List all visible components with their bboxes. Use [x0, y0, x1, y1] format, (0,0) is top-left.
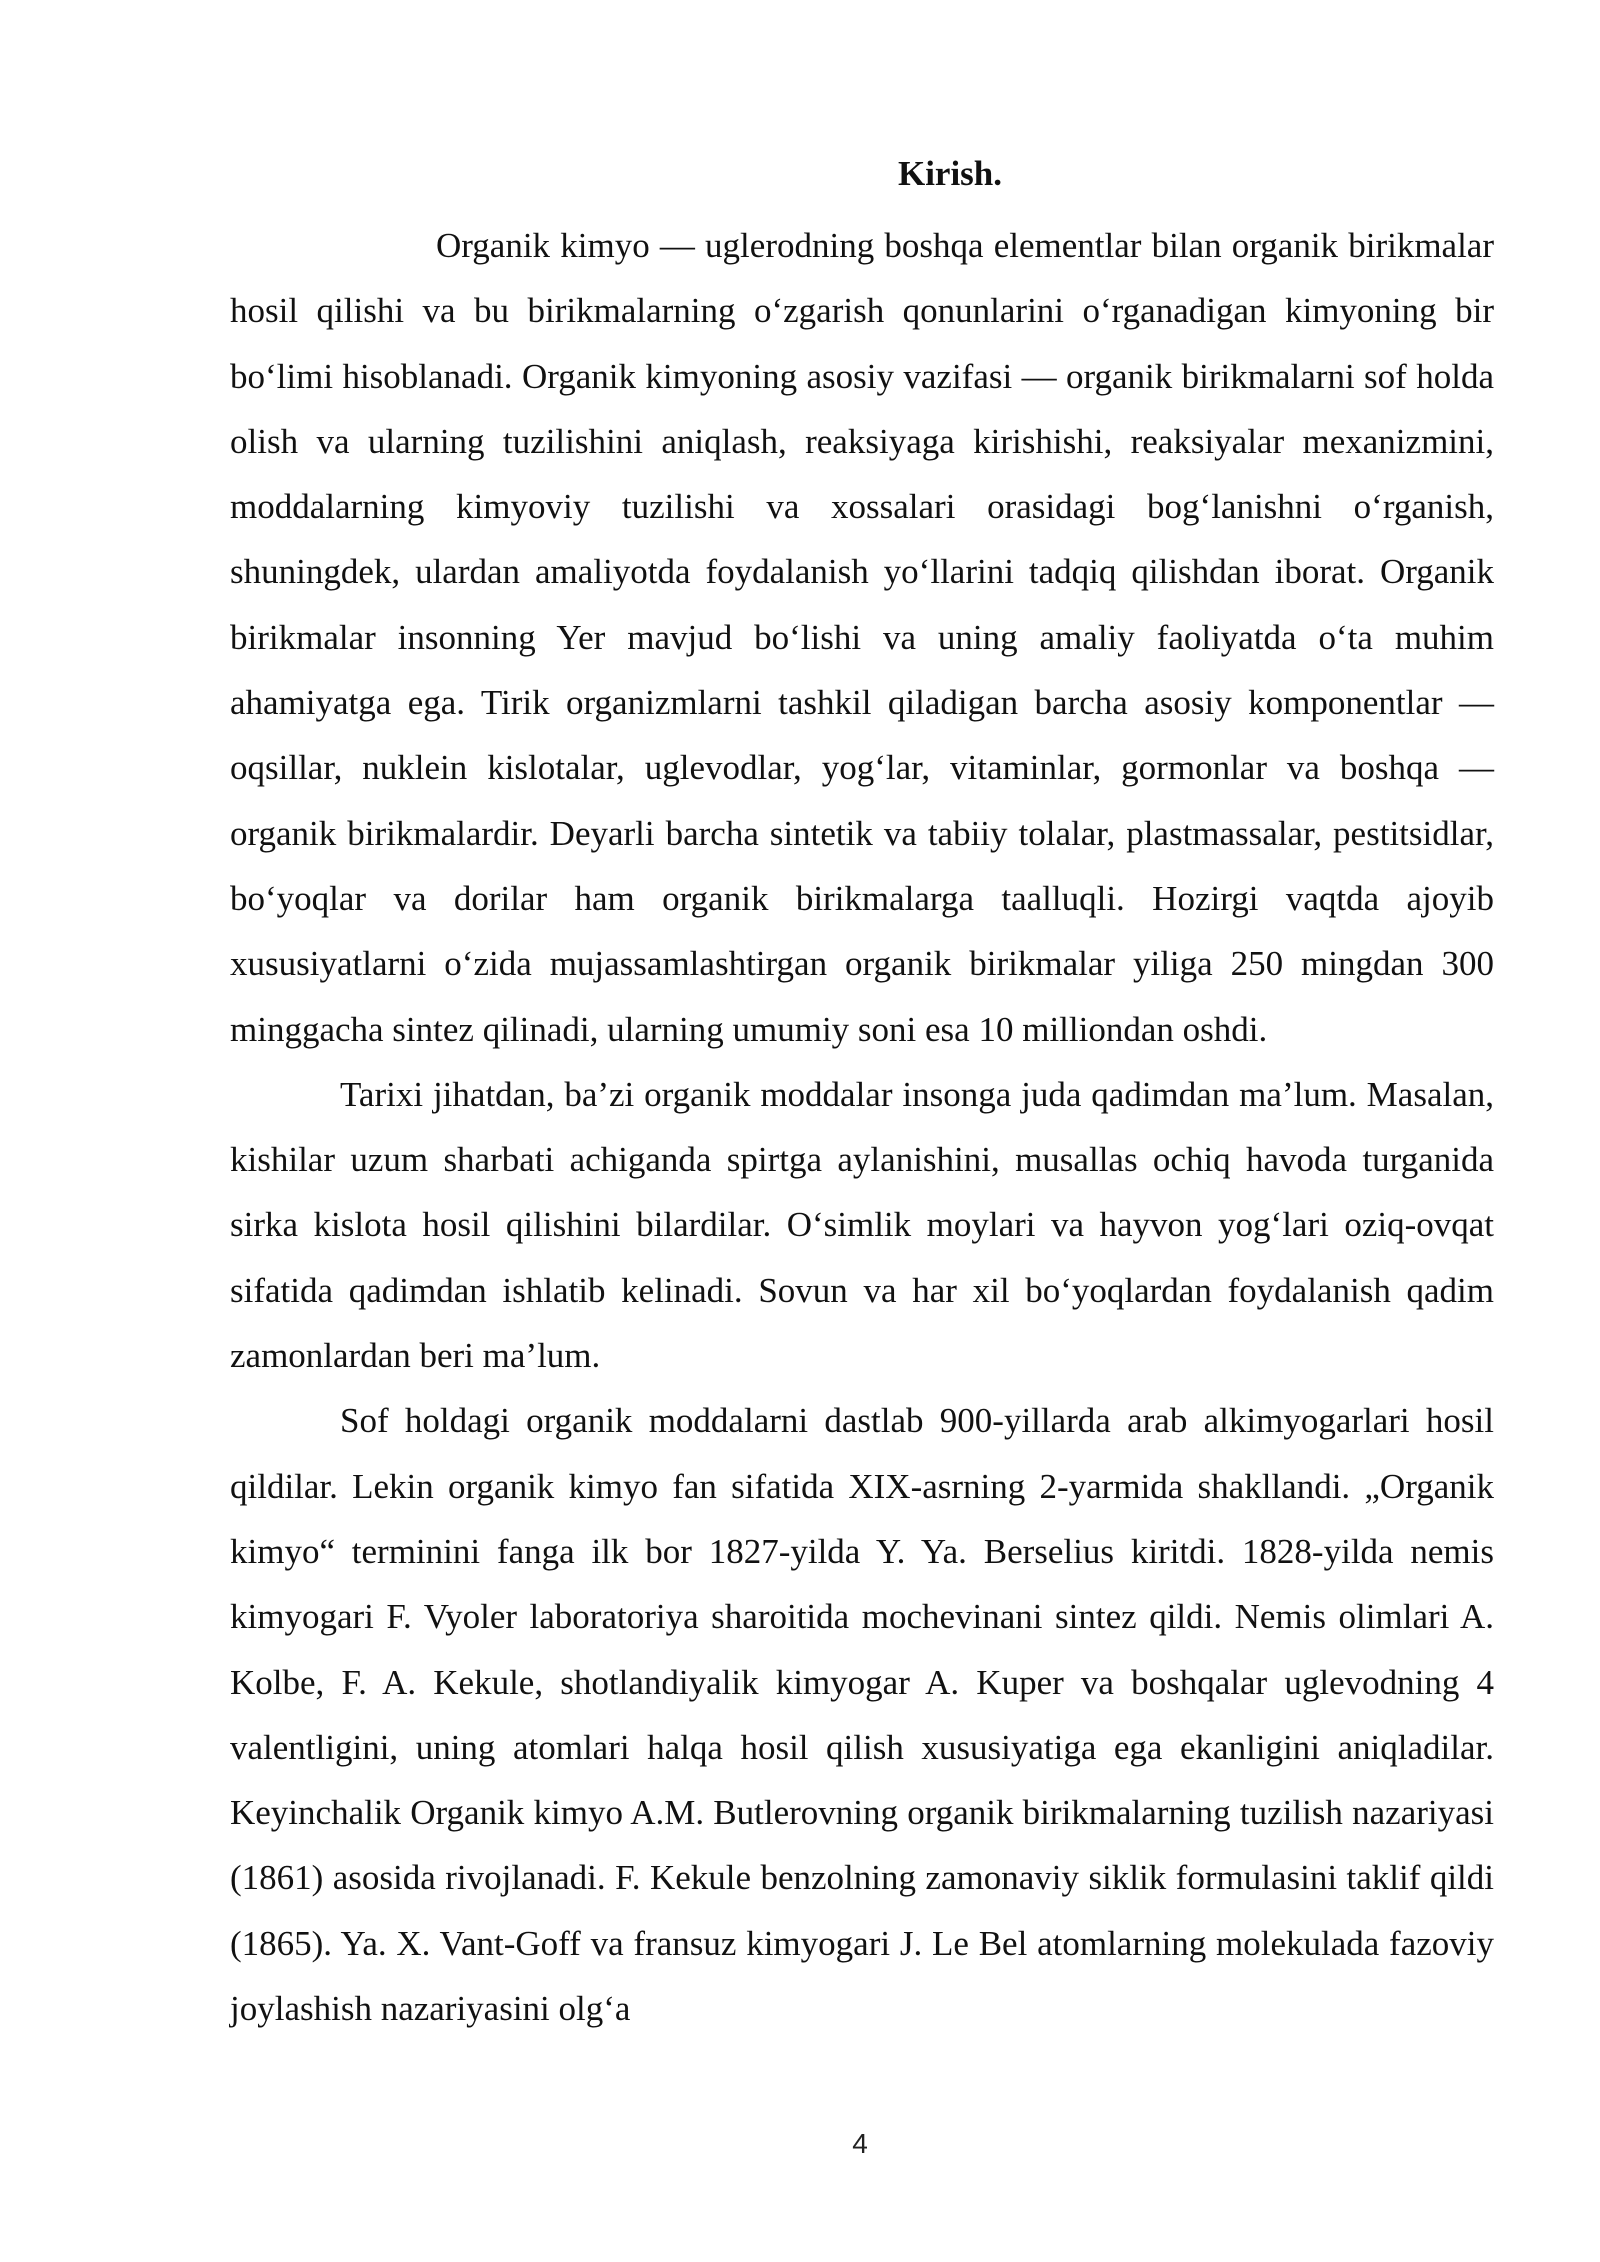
- body-text: [230, 213, 1494, 2041]
- page-title: Kirish.: [897, 154, 1003, 193]
- paragraph-2: Tarixi jihatdan, ba’zi organik moddalar insonga juda qadimdan ma’lum. Masalan, kishilar uzum sharbati achiganda spirtga aylanishini, musallas ochiq havoda turganida sirka kislota hosil qilishini bilardilar. O‘simlik moylari va hayvon yog‘lari oziq-ovqat sifatida qadimdan ishlatib kelinadi. Sovun va har xil bo‘yoqlardan foydalanish qadim zamonlardan beri ma’lum.: [230, 1074, 1494, 1376]
- page-number: 4: [852, 2128, 868, 2159]
- paragraph-3: Sof holdagi organik moddalarni dastlab 900-yillarda arab alkimyogarlari hosil qildilar. Lekin organik kimyo fan sifatida XIX-asrning 2-yarmida shakllandi. „Organik kimyo“ terminini fanga ilk bor 1827-yilda Y. Ya. Berselius kiritdi. 1828-yilda nemis kimyogari F. Vyoler laboratoriya sharoitida mochevinani sintez qildi. Nemis olimlari A. Kolbe, F. A. Kekule, shotlandiyalik kimyogar A. Kuper va boshqalar uglevodning 4 valentligini, uning atomlari halqa hosil qilish xususiyatiga ega ekanligini aniqladilar. Keyinchalik Organik kimyo A.M. Butlerovning organik birikmalarning tuzilish nazariyasi (1861) asosida rivojlanadi. F. Kekule benzolning zamonaviy siklik formulasini taklif qildi (1865). Ya. X. Vant-Goff va fransuz kimyogari J. Le Bel atomlarning molekulada fazoviy joylashish nazariyasini olg‘a: [230, 1401, 1494, 2029]
- paragraph-1: Organik kimyo — uglerodning boshqa elementlar bilan organik birikmalar hosil qilishi va bu birikmalarning o‘zgarish qonunlarini o‘rganadigan kimyoning bir bo‘limi hisoblanadi. Organik kimyoning asosiy vazifasi — organik birikmalarni sof holda olish va ularning tuzilishini aniqlash, reaksiyaga kirishishi, reaksiyalar mexanizmini, moddalarning kimyoviy tuzilishi va xossalari orasidagi bog‘lanishni o‘rganish, shuningdek, ulardan amaliyotda foydalanish yo‘llarini tadqiq qilishdan iborat. Organik birikmalar insonning Yer mavjud bo‘lishi va uning amaliy faoliyatda o‘ta muhim ahamiyatga ega. Tirik organizmlarni tashkil qiladigan barcha asosiy komponentlar — oqsillar, nuklein kislotalar, uglevodlar, yog‘lar, vitaminlar, gormonlar va boshqa — organik birikmalardir. Deyarli barcha sintetik va tabiiy tolalar, plastmassalar, pestitsidlar, bo‘yoqlar va dorilar ham organik birikmalarga taalluqli. Hozirgi vaqtda ajoyib xususiyatlarni o‘zida mujassamlashtirgan organik birikmalar yiliga 250 mingdan 300 minggacha sintez qilinadi, ularning umumiy soni esa 10 milliondan oshdi.: [230, 226, 1494, 1049]
